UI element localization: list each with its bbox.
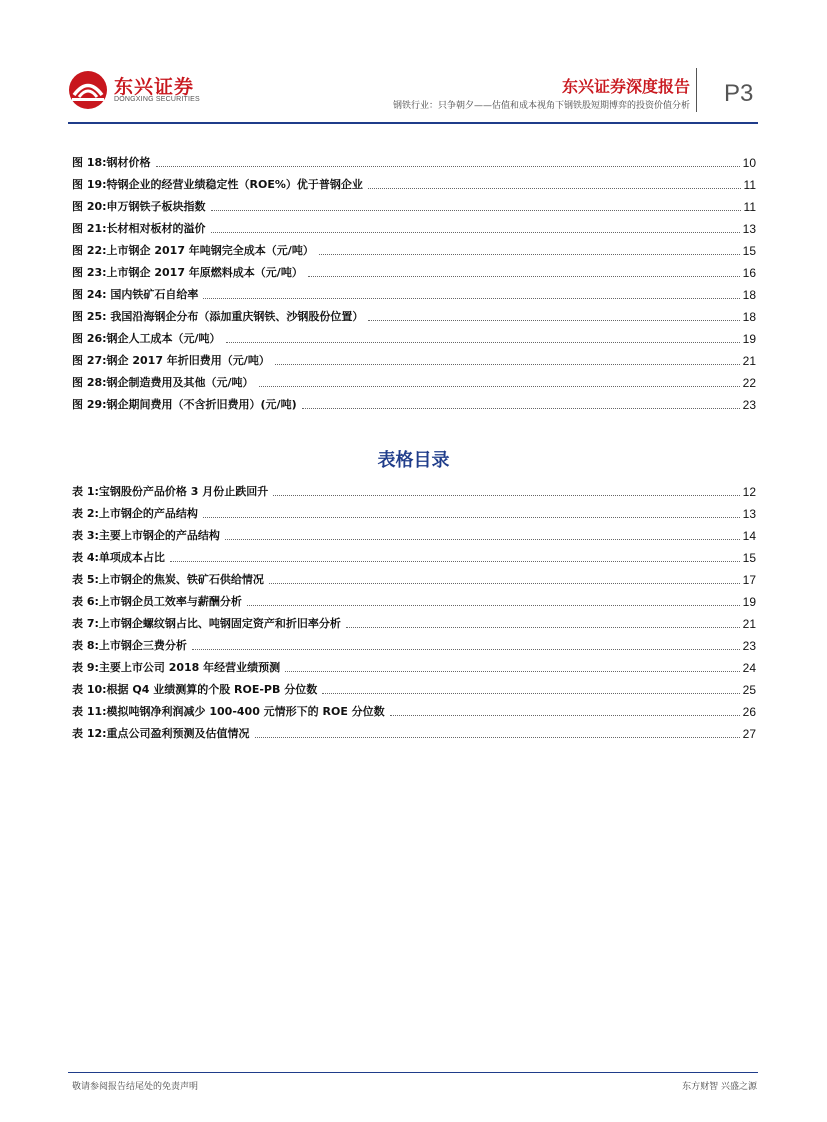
toc-page: 23 xyxy=(742,398,756,412)
toc-label: 图 28:钢企制造费用及其他（元/吨） xyxy=(72,376,254,389)
toc-leader xyxy=(308,265,740,277)
toc-page: 21 xyxy=(742,354,756,368)
toc-page: 21 xyxy=(742,617,756,631)
toc-page: 19 xyxy=(742,332,756,346)
toc-leader xyxy=(170,550,740,562)
toc-page: 15 xyxy=(742,244,756,258)
toc-row[interactable] xyxy=(72,653,756,675)
toc-label: 表 7:上市钢企螺纹钢占比、吨钢固定资产和折旧率分析 xyxy=(72,617,341,630)
toc-leader xyxy=(192,638,740,650)
toc-page: 26 xyxy=(742,705,756,719)
toc-row[interactable] xyxy=(72,214,756,236)
toc-label: 表 5:上市钢企的焦炭、铁矿石供给情况 xyxy=(72,573,264,586)
toc-label: 表 2:上市钢企的产品结构 xyxy=(72,507,198,520)
toc-page: 27 xyxy=(742,727,756,741)
toc-row[interactable] xyxy=(72,324,756,346)
page-header xyxy=(0,0,827,130)
toc-label: 图 25: 我国沿海钢企分布（添加重庆钢铁、沙钢股份位置） xyxy=(72,310,364,323)
footer-rule xyxy=(68,1072,758,1073)
table-list xyxy=(72,477,756,741)
toc-page: 16 xyxy=(742,266,756,280)
toc-leader xyxy=(346,616,740,628)
toc-row[interactable] xyxy=(72,609,756,631)
toc-leader xyxy=(156,155,740,167)
toc-label: 表 4:单项成本占比 xyxy=(72,551,165,564)
toc-leader xyxy=(259,375,740,387)
toc-label: 图 26:钢企人工成本（元/吨） xyxy=(72,332,221,345)
toc-page: 13 xyxy=(742,507,756,521)
footer-disclaimer: 敬请参阅报告结尾处的免责声明 xyxy=(72,1082,199,1092)
toc-leader xyxy=(211,221,740,233)
toc-leader xyxy=(225,528,740,540)
toc-row[interactable] xyxy=(72,719,756,741)
toc-row[interactable] xyxy=(72,499,756,521)
toc-page: 23 xyxy=(742,639,756,653)
toc-row[interactable] xyxy=(72,587,756,609)
company-logo xyxy=(68,70,218,110)
toc-leader xyxy=(203,287,739,299)
toc-label: 表 9:主要上市公司 2018 年经营业绩预测 xyxy=(72,661,281,674)
toc-leader xyxy=(269,572,740,584)
toc-row[interactable] xyxy=(72,368,756,390)
toc-page: 13 xyxy=(742,222,756,236)
toc-row[interactable] xyxy=(72,477,756,499)
tables-section-title: 表格目录 xyxy=(377,450,450,471)
toc-page: 25 xyxy=(742,683,756,697)
toc-page: 22 xyxy=(742,376,756,390)
toc-leader xyxy=(211,199,741,211)
toc-leader xyxy=(247,594,740,606)
toc-label: 表 8:上市钢企三费分析 xyxy=(72,639,187,652)
toc-row[interactable] xyxy=(72,565,756,587)
toc-page: 24 xyxy=(742,661,756,675)
toc-leader xyxy=(368,309,739,321)
toc-page: 14 xyxy=(742,529,756,543)
toc-leader xyxy=(273,484,739,496)
toc-label: 表 1:宝钢股份产品价格 3 月份止跌回升 xyxy=(72,485,269,498)
toc-page: 12 xyxy=(742,485,756,499)
toc-row[interactable] xyxy=(72,521,756,543)
figure-list xyxy=(72,148,756,412)
toc-label: 图 21:长材相对板材的溢价 xyxy=(72,222,206,235)
toc-leader xyxy=(285,660,739,672)
toc-label: 图 19:特钢企业的经营业绩稳定性（ROE%）优于普钢企业 xyxy=(72,178,363,191)
logo-chinese-text: 东兴证券 xyxy=(114,76,195,98)
toc-label: 图 24: 国内铁矿石自给率 xyxy=(72,288,199,301)
toc-page: 19 xyxy=(742,595,756,609)
toc-row[interactable] xyxy=(72,280,756,302)
toc-leader xyxy=(275,353,740,365)
toc-label: 表 6:上市钢企员工效率与薪酬分析 xyxy=(72,595,242,608)
toc-row[interactable] xyxy=(72,543,756,565)
toc-row[interactable] xyxy=(72,236,756,258)
toc-row[interactable] xyxy=(72,148,756,170)
toc-row[interactable] xyxy=(72,631,756,653)
toc-label: 图 23:上市钢企 2017 年原燃料成本（元/吨） xyxy=(72,266,303,279)
toc-leader xyxy=(302,397,740,409)
toc-leader xyxy=(390,704,740,716)
toc-page: 18 xyxy=(742,310,756,324)
toc-page: 17 xyxy=(742,573,756,587)
toc-row[interactable] xyxy=(72,170,756,192)
toc-row[interactable] xyxy=(72,192,756,214)
toc-row[interactable] xyxy=(72,346,756,368)
toc-page: 11 xyxy=(743,200,756,214)
header-divider xyxy=(696,68,697,112)
toc-label: 图 20:申万钢铁子板块指数 xyxy=(72,200,206,213)
logo-english-text: DONGXING SECURITIES xyxy=(114,96,200,103)
toc-label: 表 3:主要上市钢企的产品结构 xyxy=(72,529,220,542)
toc-page: 10 xyxy=(742,156,756,170)
toc-label: 图 22:上市钢企 2017 年吨钢完全成本（元/吨） xyxy=(72,244,314,257)
report-subtitle: 钢铁行业：只争朝夕——估值和成本视角下钢铁股短期博弈的投资价值分析 xyxy=(392,101,690,111)
toc-page: 15 xyxy=(742,551,756,565)
toc-row[interactable] xyxy=(72,675,756,697)
toc-label: 图 29:钢企期间费用（不含折旧费用）(元/吨) xyxy=(72,398,297,411)
dongxing-logo-icon xyxy=(68,70,108,110)
toc-page: 18 xyxy=(742,288,756,302)
toc-row[interactable] xyxy=(72,302,756,324)
toc-leader xyxy=(368,177,741,189)
toc-label: 图 27:钢企 2017 年折旧费用（元/吨） xyxy=(72,354,270,367)
header-rule xyxy=(68,122,758,124)
footer-slogan: 东方财智 兴盛之源 xyxy=(682,1082,757,1092)
toc-leader xyxy=(319,243,740,255)
toc-page: 11 xyxy=(743,178,756,192)
toc-leader xyxy=(322,682,739,694)
toc-row[interactable] xyxy=(72,390,756,412)
toc-label: 表 10:根据 Q4 业绩测算的个股 ROE-PB 分位数 xyxy=(72,683,318,696)
page-number: P3 xyxy=(724,80,754,107)
toc-leader xyxy=(226,331,740,343)
report-title: 东兴证券深度报告 xyxy=(561,77,690,96)
toc-leader xyxy=(203,506,740,518)
toc-label: 表 11:模拟吨钢净利润减少 100-400 元情形下的 ROE 分位数 xyxy=(72,705,385,718)
toc-row[interactable] xyxy=(72,258,756,280)
toc-leader xyxy=(255,726,740,738)
toc-row[interactable] xyxy=(72,697,756,719)
toc-label: 图 18:钢材价格 xyxy=(72,156,151,169)
toc-label: 表 12:重点公司盈利预测及估值情况 xyxy=(72,727,250,740)
